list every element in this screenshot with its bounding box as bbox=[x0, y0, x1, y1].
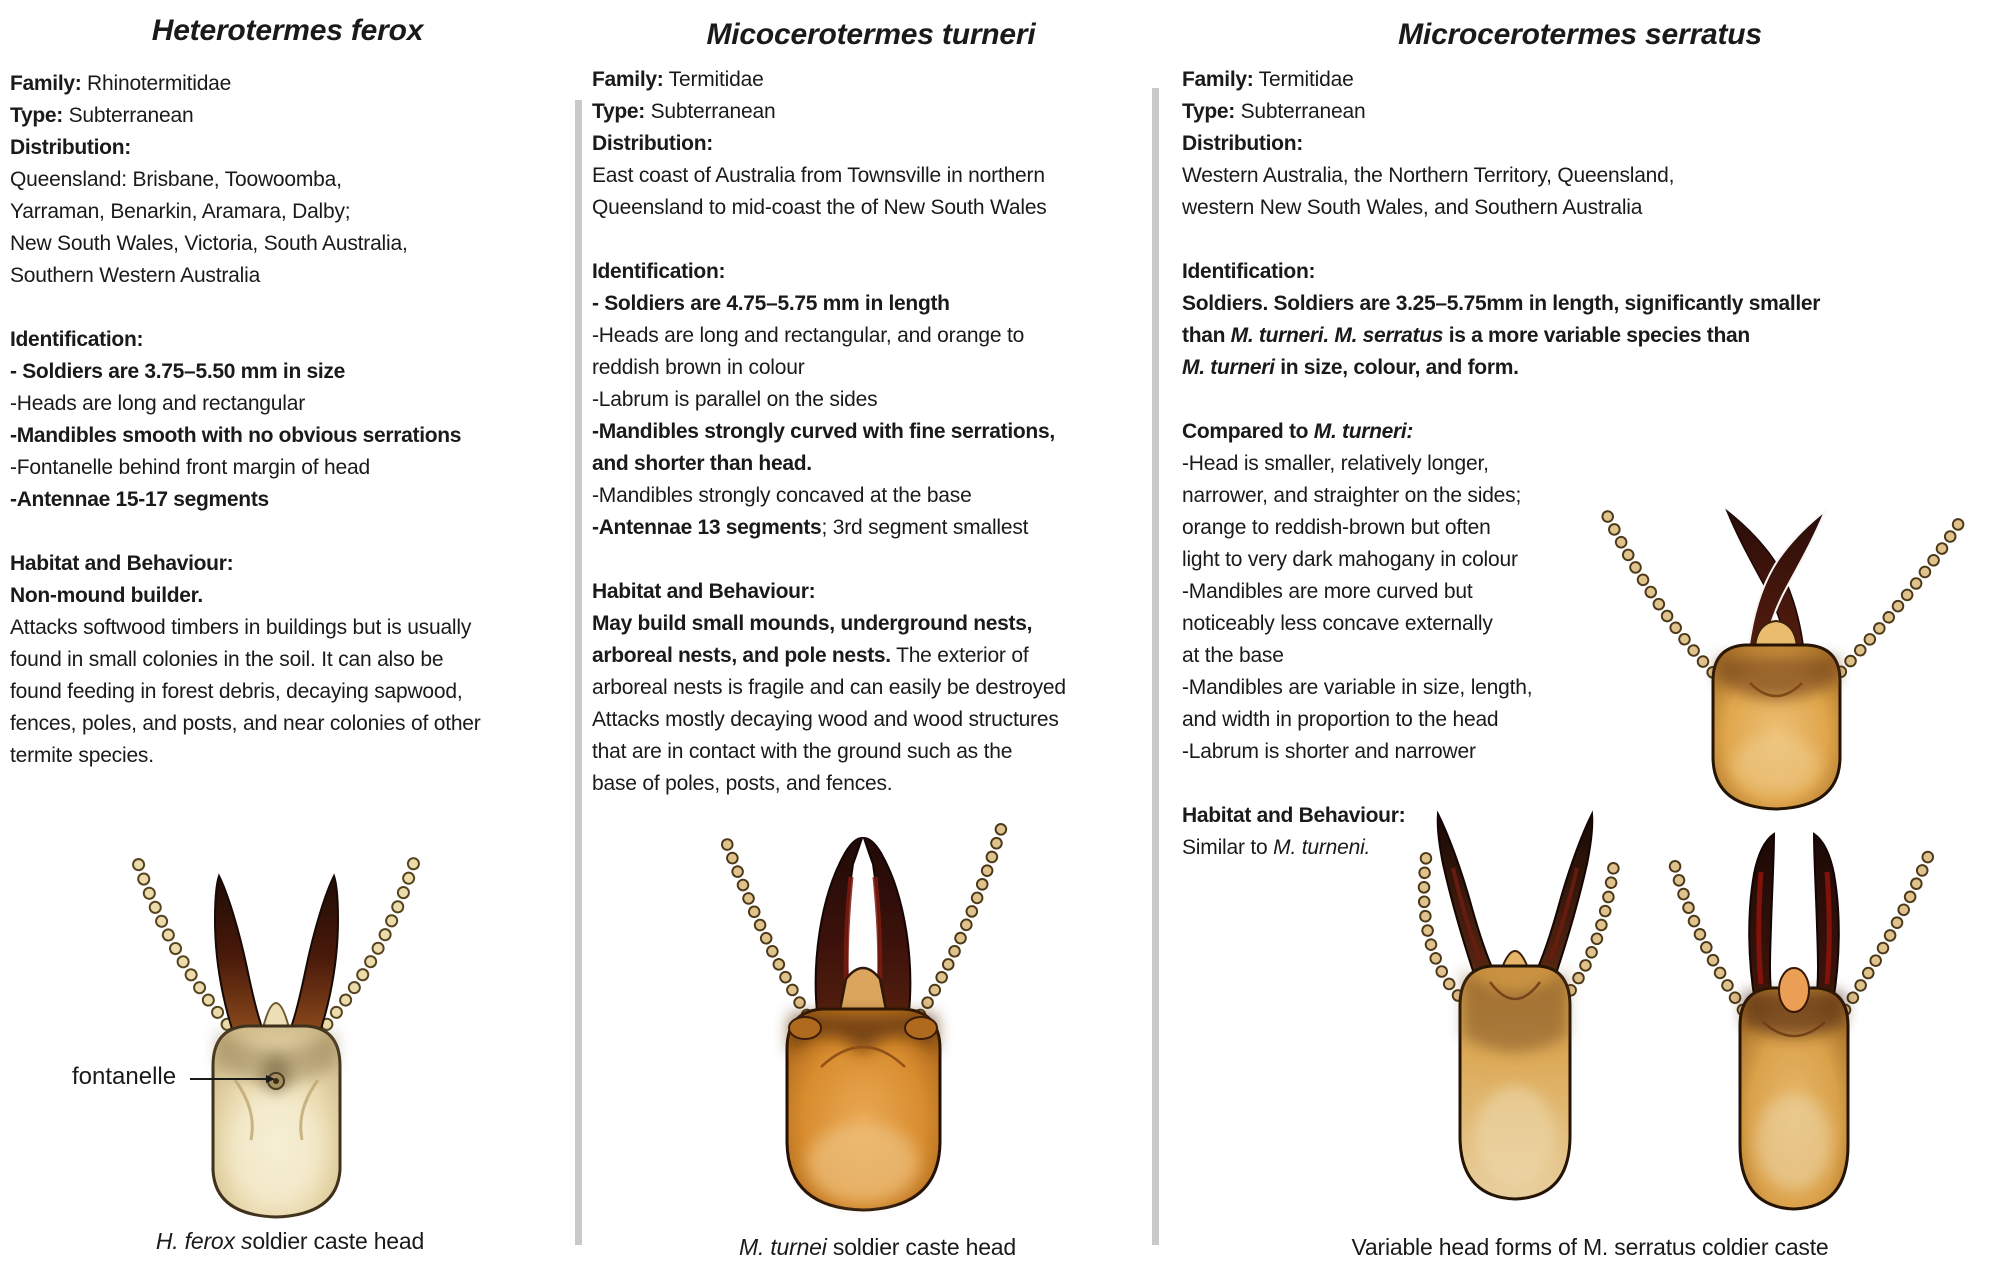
text-segment: Family: bbox=[10, 72, 82, 95]
text-line bbox=[10, 100, 575, 132]
text-segment: termite species. bbox=[10, 744, 154, 767]
text-segment: - Soldiers are 4.75–5.75 mm in length bbox=[592, 292, 950, 315]
text-line bbox=[10, 676, 575, 708]
text-line bbox=[592, 480, 1152, 512]
illustration-caption bbox=[600, 1234, 1155, 1261]
text-segment: found feeding in forest debris, decaying sapwood, bbox=[10, 680, 463, 703]
text-line bbox=[1182, 96, 1997, 128]
text-segment: soldier caste head bbox=[832, 1234, 1016, 1260]
text-segment: Subterranean bbox=[1234, 100, 1366, 123]
text-segment: -Mandibles are variable in size, length, bbox=[1182, 676, 1533, 699]
text-line bbox=[592, 512, 1152, 544]
text-block bbox=[1182, 256, 1997, 384]
text-segment: Soldiers. Soldiers are 3.25–5.75mm in length, significantly smaller bbox=[1182, 292, 1821, 315]
labrum-icon bbox=[1779, 968, 1809, 1012]
text-line bbox=[592, 352, 1152, 384]
text-segment: at the base bbox=[1182, 644, 1284, 667]
mandible-sheen bbox=[1759, 872, 1761, 984]
antennal-socket bbox=[789, 1017, 821, 1039]
text-line bbox=[1182, 288, 1997, 320]
text-line bbox=[592, 704, 1152, 736]
head-highlight bbox=[230, 1090, 322, 1206]
text-line bbox=[10, 580, 575, 612]
text-segment: Family: bbox=[1182, 68, 1254, 91]
text-segment: Similar to bbox=[1182, 836, 1274, 859]
text-block bbox=[592, 576, 1152, 800]
text-line bbox=[10, 548, 575, 580]
text-segment: The exterior of bbox=[890, 644, 1029, 667]
text-segment: Habitat and Behaviour: bbox=[1182, 804, 1406, 827]
fontanelle-label: fontanelle bbox=[72, 1063, 177, 1090]
fontanelle-pointer-line bbox=[190, 1078, 268, 1080]
text-segment: M. turneri: bbox=[1313, 420, 1414, 443]
text-segment: -Heads are long and rectangular, and orange to bbox=[592, 324, 1025, 347]
text-line bbox=[592, 672, 1152, 704]
species-column-text bbox=[10, 68, 575, 804]
text-block bbox=[1182, 64, 1997, 224]
antenna-right-icon bbox=[920, 829, 1001, 1015]
m-serratus-elongated-head-illustration bbox=[1390, 806, 1700, 1240]
text-line bbox=[592, 608, 1152, 640]
text-line bbox=[1182, 352, 1997, 384]
mandible-left-icon bbox=[1438, 814, 1496, 982]
text-segment: Habitat and Behaviour: bbox=[10, 552, 234, 575]
text-segment: East coast of Australia from Townsville in northern bbox=[592, 164, 1045, 187]
text-segment: Family: bbox=[592, 68, 664, 91]
text-segment: Type: bbox=[592, 100, 645, 123]
text-line bbox=[1182, 192, 1997, 224]
text-segment: -Antennae 15-17 segments bbox=[10, 488, 269, 511]
text-segment: in size, colour, and form. bbox=[1274, 356, 1519, 379]
text-segment: Distribution: bbox=[1182, 132, 1303, 155]
antenna-left-icon bbox=[723, 833, 807, 1015]
column-divider bbox=[575, 100, 582, 1245]
text-line bbox=[592, 96, 1152, 128]
text-segment: Southern Western Australia bbox=[10, 264, 261, 287]
head-highlight bbox=[807, 1123, 919, 1203]
text-segment: Attacks softwood timbers in buildings but is usually bbox=[10, 616, 472, 639]
text-segment: -Labrum is shorter and narrower bbox=[1182, 740, 1476, 763]
m-serratus-vertical-head-illustration bbox=[1655, 810, 2000, 1240]
text-segment: Subterranean bbox=[644, 100, 776, 123]
text-segment: arboreal nests is fragile and can easily be destroyed bbox=[592, 676, 1066, 699]
text-segment: Type: bbox=[10, 104, 63, 127]
antenna-left-icon bbox=[1673, 858, 1751, 1022]
text-line bbox=[10, 260, 575, 292]
text-segment: New South Wales, Victoria, South Australia, bbox=[10, 232, 408, 255]
text-segment: reddish brown in colour bbox=[592, 356, 805, 379]
text-segment: and shorter than head. bbox=[592, 452, 812, 475]
text-segment: Identification: bbox=[1182, 260, 1316, 283]
text-line bbox=[10, 612, 575, 644]
text-segment: M. turneni. bbox=[1273, 836, 1371, 859]
text-line bbox=[592, 192, 1152, 224]
h-ferox-soldier-head-illustration bbox=[85, 818, 490, 1243]
text-block bbox=[10, 68, 575, 292]
text-line bbox=[592, 416, 1152, 448]
text-segment: Queensland: Brisbane, Toowoomba, bbox=[10, 168, 342, 191]
illustration-caption bbox=[0, 1228, 580, 1255]
text-line bbox=[1182, 128, 1997, 160]
text-segment: Identification: bbox=[592, 260, 726, 283]
text-segment: May build small mounds, underground nests, bbox=[592, 612, 1033, 635]
text-line bbox=[592, 256, 1152, 288]
text-segment: -Labrum is parallel on the sides bbox=[592, 388, 878, 411]
text-line bbox=[1182, 320, 1997, 352]
text-line bbox=[592, 448, 1152, 480]
text-segment: M. turneri bbox=[1182, 356, 1275, 379]
text-line bbox=[10, 68, 575, 100]
text-line bbox=[1182, 64, 1997, 96]
text-line bbox=[592, 768, 1152, 800]
text-segment: fences, poles, and posts, and near colonies of other bbox=[10, 712, 481, 735]
text-segment: Yarraman, Benarkin, Aramara, Dalby; bbox=[10, 200, 351, 223]
text-block bbox=[10, 548, 575, 772]
text-segment: Queensland to mid-coast the of New South Wales bbox=[592, 196, 1047, 219]
illustration-caption bbox=[1180, 1234, 2000, 1261]
text-segment: Variable head forms of M. serratus coldier caste bbox=[1351, 1234, 1829, 1260]
text-segment: Non-mound builder. bbox=[10, 584, 203, 607]
text-block bbox=[10, 324, 575, 516]
text-block bbox=[592, 64, 1152, 224]
text-segment: -Mandibles strongly curved with fine serrations, bbox=[592, 420, 1055, 443]
text-segment: M. turneri. M. serratus bbox=[1230, 324, 1444, 347]
text-line bbox=[10, 644, 575, 676]
text-segment: arboreal nests, and pole nests. bbox=[592, 644, 891, 667]
species-title: Heterotermes ferox bbox=[151, 14, 424, 47]
text-line bbox=[592, 288, 1152, 320]
text-segment: Rhinotermitidae bbox=[81, 72, 232, 95]
text-segment: Western Australia, the Northern Territory, Queensland, bbox=[1182, 164, 1675, 187]
text-line bbox=[10, 484, 575, 516]
head-highlight bbox=[1475, 1086, 1555, 1186]
text-segment: and width in proportion to the head bbox=[1182, 708, 1499, 731]
species-title: Micocerotermes turneri bbox=[706, 18, 1036, 51]
text-segment: Compared to bbox=[1182, 420, 1314, 443]
text-segment: noticeably less concave externally bbox=[1182, 612, 1493, 635]
head-highlight bbox=[1756, 1094, 1832, 1190]
text-segment: western New South Wales, and Southern Australia bbox=[1182, 196, 1643, 219]
text-line bbox=[10, 132, 575, 164]
text-segment: Termitidae bbox=[1253, 68, 1354, 91]
text-segment: Attacks mostly decaying wood and wood structures bbox=[592, 708, 1059, 731]
text-segment: -Mandibles strongly concaved at the base bbox=[592, 484, 972, 507]
text-line bbox=[10, 420, 575, 452]
text-segment: -Head is smaller, relatively longer, bbox=[1182, 452, 1489, 475]
text-segment: -Heads are long and rectangular bbox=[10, 392, 305, 415]
text-segment: - Soldiers are 3.75–5.50 mm in size bbox=[10, 360, 346, 383]
text-line bbox=[10, 228, 575, 260]
fontanelle-pointer-arrowhead bbox=[266, 1075, 275, 1083]
text-segment: -Mandibles smooth with no obvious serrations bbox=[10, 424, 462, 447]
head-highlight bbox=[1732, 735, 1820, 795]
antenna-right-icon bbox=[1837, 854, 1929, 1022]
text-segment: base of poles, posts, and fences. bbox=[592, 772, 893, 795]
text-segment: narrower, and straighter on the sides; bbox=[1182, 484, 1522, 507]
text-line bbox=[10, 324, 575, 356]
text-segment: Distribution: bbox=[10, 136, 131, 159]
text-line bbox=[1182, 416, 1997, 448]
text-segment: Distribution: bbox=[592, 132, 713, 155]
text-segment: M. turnei bbox=[739, 1234, 833, 1260]
text-line bbox=[592, 384, 1152, 416]
m-serratus-crossed-head-illustration bbox=[1545, 465, 2000, 850]
text-segment: Type: bbox=[1182, 100, 1235, 123]
text-line bbox=[592, 576, 1152, 608]
text-line bbox=[592, 640, 1152, 672]
text-line bbox=[10, 196, 575, 228]
text-line bbox=[10, 452, 575, 484]
text-segment: is a more variable species than bbox=[1443, 324, 1750, 347]
text-line bbox=[10, 388, 575, 420]
text-line bbox=[10, 708, 575, 740]
text-line bbox=[592, 160, 1152, 192]
species-title: Microcerotermes serratus bbox=[1398, 18, 1762, 51]
species-column-text bbox=[592, 64, 1152, 832]
text-segment: Termitidae bbox=[663, 68, 764, 91]
text-line bbox=[1182, 256, 1997, 288]
text-line bbox=[1182, 160, 1997, 192]
text-line bbox=[10, 740, 575, 772]
text-segment: Habitat and Behaviour: bbox=[592, 580, 816, 603]
text-segment: orange to reddish-brown but often bbox=[1182, 516, 1491, 539]
column-divider bbox=[1152, 88, 1159, 1245]
antennal-socket bbox=[905, 1017, 937, 1039]
text-segment: oldier caste head bbox=[252, 1228, 425, 1254]
text-segment: found in small colonies in the soil. It can also be bbox=[10, 648, 444, 671]
antenna-left-icon bbox=[1603, 507, 1733, 693]
text-line bbox=[10, 356, 575, 388]
text-segment: H. ferox s bbox=[155, 1228, 253, 1254]
text-segment: -Antennae 13 segments bbox=[592, 516, 822, 539]
text-segment: -Mandibles are more curved but bbox=[1182, 580, 1473, 603]
text-line bbox=[592, 736, 1152, 768]
text-line bbox=[592, 320, 1152, 352]
text-segment: Identification: bbox=[10, 328, 144, 351]
text-segment: than bbox=[1182, 324, 1231, 347]
text-line bbox=[592, 128, 1152, 160]
text-segment: Subterranean bbox=[62, 104, 194, 127]
text-segment: -Fontanelle behind front margin of head bbox=[10, 456, 370, 479]
antenna-right-icon bbox=[1821, 523, 1959, 693]
text-segment: light to very dark mahogany in colour bbox=[1182, 548, 1518, 571]
text-block bbox=[592, 256, 1152, 544]
m-turneri-soldier-head-illustration bbox=[615, 815, 1065, 1240]
mandible-right-icon bbox=[1534, 814, 1592, 982]
mandible-sheen bbox=[1827, 872, 1829, 984]
text-line bbox=[10, 164, 575, 196]
text-segment: ; 3rd segment smallest bbox=[821, 516, 1029, 539]
text-line bbox=[592, 64, 1152, 96]
text-segment: that are in contact with the ground such as the bbox=[592, 740, 1013, 763]
